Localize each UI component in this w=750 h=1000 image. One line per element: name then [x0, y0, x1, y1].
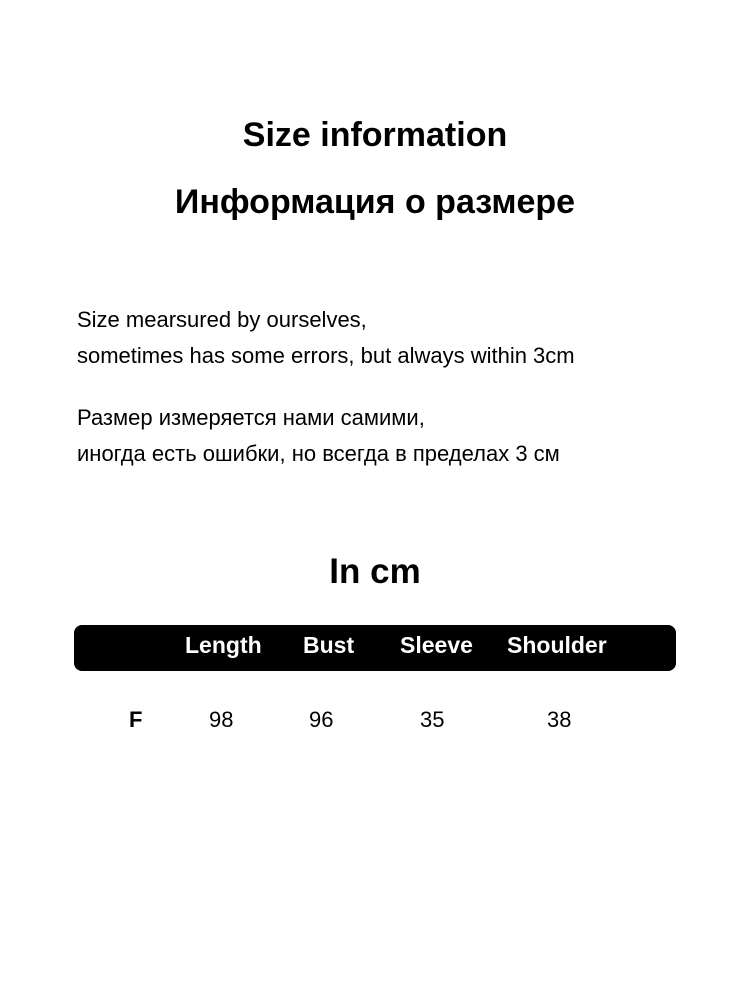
title-russian: Информация о размере [174, 183, 576, 221]
header-length: Length [185, 632, 262, 658]
title-english: Size information [242, 116, 508, 154]
note-en-line1: Size mearsured by ourselves, [77, 307, 367, 332]
row-size-label: F [129, 707, 143, 732]
note-ru-line2: иногда есть ошибки, но всегда в пределах 3 см [77, 441, 560, 466]
note-en-line2: sometimes has some errors, but always within 3cm [77, 343, 575, 368]
header-sleeve: Sleeve [400, 632, 473, 658]
cell-bust: 96 [309, 707, 334, 732]
cell-sleeve: 35 [420, 707, 445, 732]
unit-label: In cm [329, 552, 421, 591]
note-ru-line1: Размер измеряется нами самими, [77, 405, 425, 430]
cell-length: 98 [209, 707, 234, 732]
cell-shoulder: 38 [547, 707, 572, 732]
header-shoulder: Shoulder [507, 632, 607, 658]
header-bust: Bust [303, 632, 355, 658]
